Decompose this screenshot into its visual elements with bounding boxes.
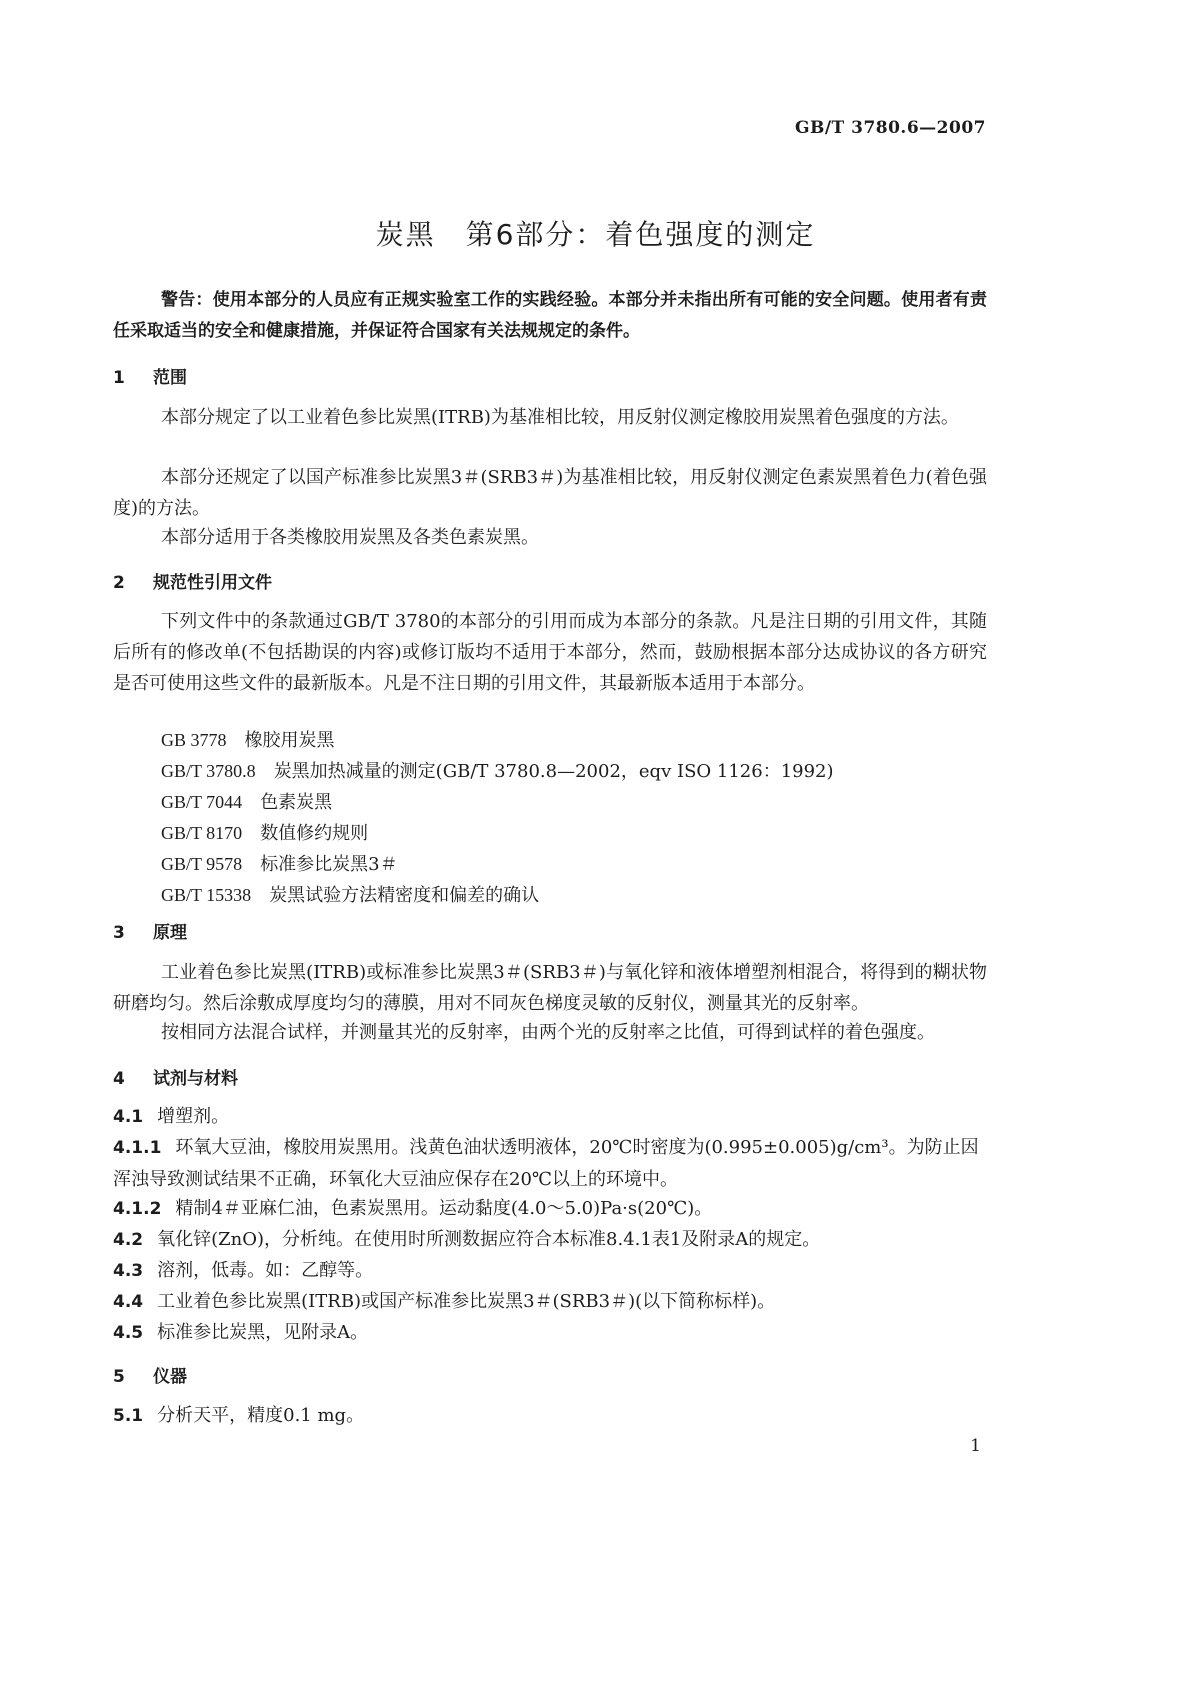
section-title: 仪器 [153,1367,187,1387]
section-heading-reagents [113,1064,238,1089]
clause-number: 4.1 [113,1107,144,1127]
clause-number: 4.5 [113,1323,144,1343]
page-number: 1 [970,1436,981,1456]
paragraph: 工业着色参比炭黑(ITRB)或标准参比炭黑3＃(SRB3＃)与氧化锌和液体增塑剂相混合，将得到的糊状物研磨均匀。然后涂敷成厚度均匀的薄膜，用对不同灰色梯度灵敏的反射仪，测量其光的反射率。 [113,962,987,1014]
clause-number: 5.1 [113,1406,144,1426]
clause-text: 增塑剂。 [157,1106,230,1127]
clause-text: 标准参比炭黑，见附录A。 [157,1322,369,1343]
section-number: 5 [113,1367,125,1387]
clause-item [113,1400,987,1432]
reference-title: 标准参比炭黑3＃ [260,854,398,875]
section-number: 4 [113,1069,125,1089]
clause-number: 4.4 [113,1292,144,1312]
page-title: 炭黑 第6部分：着色强度的测定 [375,218,816,251]
section-title: 原理 [153,923,187,943]
clause-item [113,1224,987,1256]
reference-title: 炭黑试验方法精密度和偏差的确认 [269,885,540,906]
reference-item [161,849,834,880]
reference-item [161,880,834,911]
clause-text: 氧化锌(ZnO)，分析纯。在使用时所测数据应符合本标准8.4.1表1及附录A的规定。 [157,1229,821,1250]
clause-number: 4.1.1 [113,1138,162,1158]
reference-code: GB/T 8170 [161,823,243,843]
section-heading-principle [113,918,187,943]
reference-code: GB/T 7044 [161,792,243,812]
reference-title: 橡胶用炭黑 [244,730,335,751]
paragraph: 本部分规定了以工业着色参比炭黑(ITRB)为基准相比较，用反射仪测定橡胶用炭黑着色强度的方法。 [161,407,959,428]
clause-number: 4.1.2 [113,1199,162,1219]
reference-item [161,818,834,849]
reference-title: 色素炭黑 [260,792,333,813]
reference-title: 炭黑加热减量的测定(GB/T 3780.8—2002，eqv ISO 1126：1992) [273,761,834,782]
section-heading-scope [113,363,187,388]
clause-item [113,1193,987,1225]
clause-item [113,1101,987,1133]
clause-text: 精制4＃亚麻仁油，色素炭黑用。运动黏度(4.0～5.0)Pa·s(20℃)。 [175,1198,713,1219]
clause-item [113,1286,987,1318]
reference-list [161,725,834,911]
clause-item [113,1132,987,1195]
paragraph: 本部分还规定了以国产标准参比炭黑3＃(SRB3＃)为基准相比较，用反射仪测定色素炭黑着色力(着色强度)的方法。 [113,467,987,519]
reference-item [161,756,834,787]
clause-text: 环氧大豆油，橡胶用炭黑用。浅黄色油状透明液体，20℃时密度为(0.995±0.005)g/cm³。为防止因浑浊导致测试结果不正确，环氧化大豆油应保存在20℃以上的环境中。 [113,1137,979,1190]
section-title: 范围 [153,368,187,388]
paragraph: 下列文件中的条款通过GB/T 3780的本部分的引用而成为本部分的条款。凡是注日期的引用文件，其随后所有的修改单(不包括勘误的内容)或修订版均不适用于本部分，然而，鼓励根据本部分达成协议的各方研究是否可使用这些文件的最新版本。凡是不注日期的引用文件，其最新版本适用于本部分。 [113,611,987,694]
paragraph: 按相同方法混合试样，并测量其光的反射率，由两个光的反射率之比值，可得到试样的着色强度。 [161,1022,935,1043]
reference-code: GB/T 9578 [161,854,243,874]
reference-item [161,725,834,756]
section-title: 规范性引用文件 [153,573,272,593]
clause-number: 4.3 [113,1261,144,1281]
reference-title: 数值修约规则 [260,823,369,844]
clause-text: 工业着色参比炭黑(ITRB)或国产标准参比炭黑3＃(SRB3＃)(以下简称标样)。 [157,1291,776,1312]
reference-code: GB 3778 [161,730,227,750]
section-heading-apparatus [113,1362,187,1387]
clause-item [113,1255,987,1287]
section-number: 1 [113,368,125,388]
reference-code: GB/T 15338 [161,885,252,905]
clause-text: 分析天平，精度0.1 mg。 [157,1405,365,1426]
reference-code: GB/T 3780.8 [161,761,256,781]
section-heading-references [113,568,272,593]
section-title: 试剂与材料 [153,1069,238,1089]
clause-text: 溶剂，低毒。如：乙醇等。 [157,1260,374,1281]
warning-text: 警告：使用本部分的人员应有正规实验室工作的实践经验。本部分并未指出所有可能的安全问题。使用者有责任采取适当的安全和健康措施，并保证符合国家有关法规规定的条件。 [113,290,987,341]
clause-item [113,1317,987,1349]
section-number: 2 [113,573,125,593]
paragraph: 本部分适用于各类橡胶用炭黑及各类色素炭黑。 [161,527,539,548]
reference-item [161,787,834,818]
clause-number: 4.2 [113,1230,144,1250]
document-id: GB/T 3780.6—2007 [794,118,986,138]
section-number: 3 [113,923,125,943]
